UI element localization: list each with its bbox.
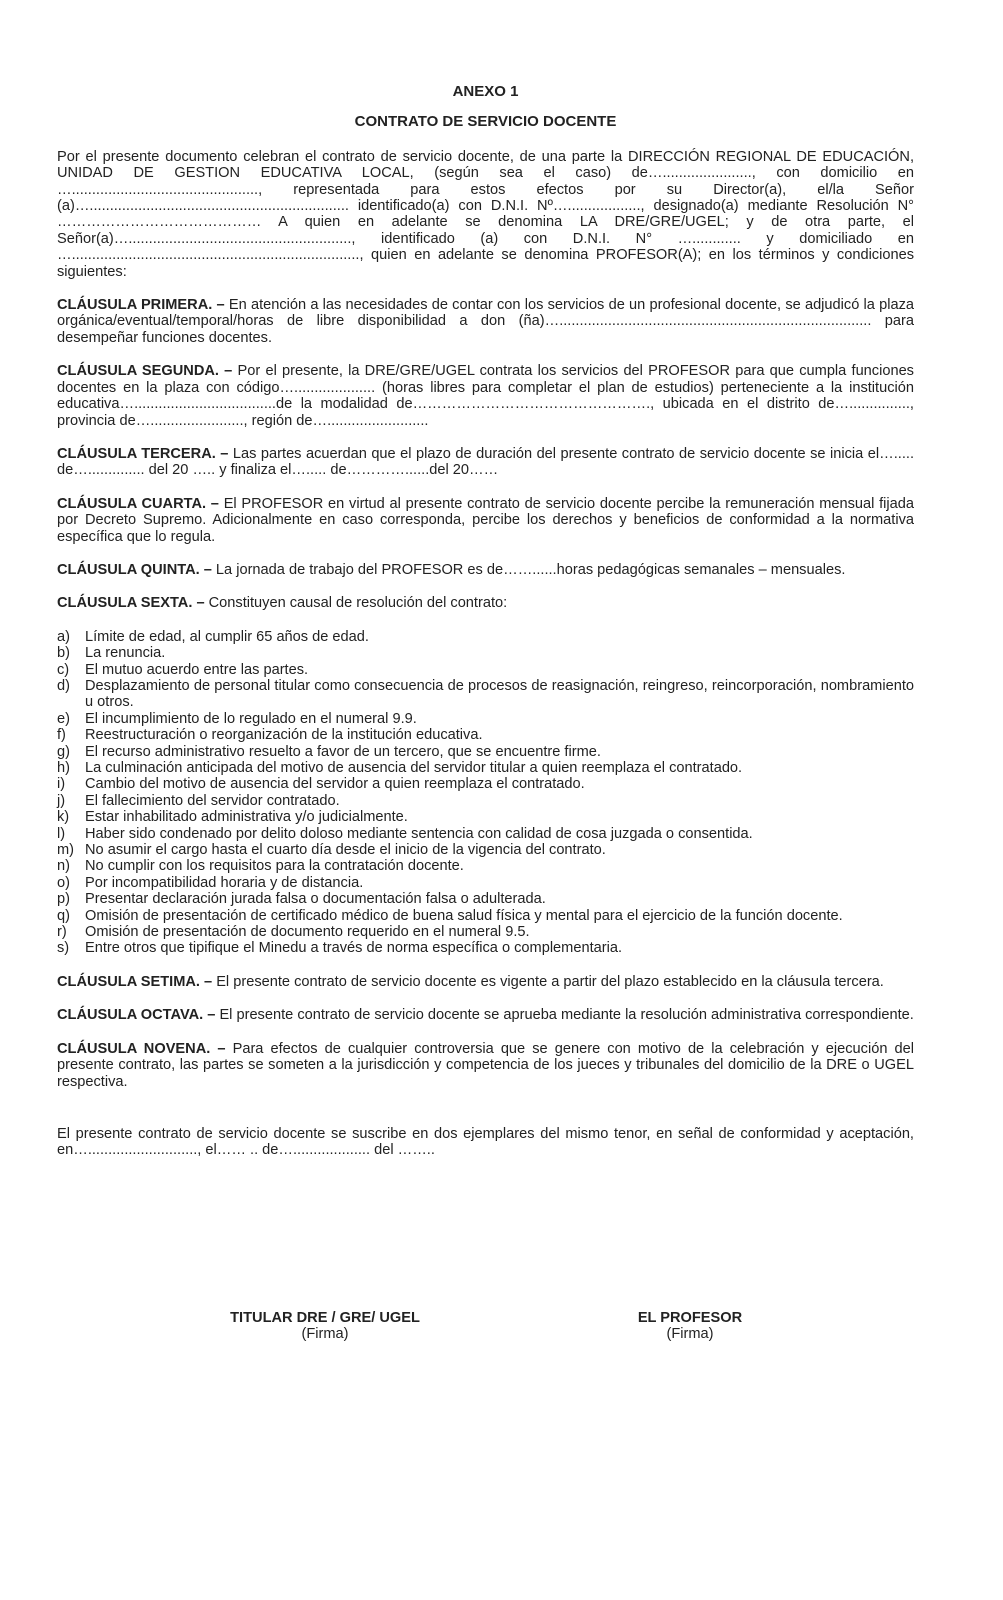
- list-item: s) Entre otros que tipifique el Minedu a través de norma específica o complementaria.: [57, 940, 623, 957]
- clause-setima: [57, 974, 914, 990]
- clause-text: Para efectos de cualquier controversia que se genere con motivo de la celebración y ejecución del presente contrato, las partes se someten a la jurisdicción y competencia de los jueces y tribunales del domicilio de la DRE o UGEL respectiva.: [57, 1040, 915, 1090]
- list-item: b) La renuncia.: [57, 645, 166, 662]
- clause-sexta: [57, 595, 914, 611]
- clause-text: La jornada de trabajo del PROFESOR es de……......horas pedagógicas semanales – mensuales.: [215, 561, 846, 578]
- list-item: i) Cambio del motivo de ausencia del servidor a quien reemplaza el contratado.: [57, 776, 585, 793]
- signature-sub: (Firma): [666, 1326, 714, 1343]
- list-item: j) El fallecimiento del servidor contratado.: [57, 792, 340, 809]
- clause-text: Por el presente, la DRE/GRE/UGEL contrata los servicios del PROFESOR para que cumpla funciones docentes en la plaza con código….................... (horas libres para completar el plan de estudios) perteneciente a la institución educativa…...................................de la modalidad de…………………………………………., ubicada en el distrito de…..............., provincia de…......................., región de….........................: [57, 363, 914, 429]
- clause-primera: [57, 297, 914, 346]
- list-item: n) No cumplir con los requisitos para la contratación docente.: [57, 858, 464, 875]
- causal-list: [57, 629, 914, 957]
- list-item: c) El mutuo acuerdo entre las partes.: [57, 661, 309, 678]
- signature-sub: (Firma): [301, 1326, 349, 1343]
- clause-novena: [57, 1041, 914, 1090]
- clause-text: El presente contrato de servicio docente es vigente a partir del plazo establecido en la cláusula tercera.: [216, 973, 884, 990]
- clause-label: CLÁUSULA CUARTA. –: [57, 495, 219, 512]
- clause-quinta: [57, 562, 914, 578]
- clause-text: Las partes acuerdan que el plazo de duración del presente contrato de servicio docente se inicia el…..... de….............. del 20 ….. y finaliza el…..... de…………......del 20……: [57, 445, 914, 479]
- list-item: p) Presentar declaración jurada falsa o documentación falsa o adulterada.: [57, 891, 546, 908]
- intro-paragraph: Por el presente documento celebran el contrato de servicio docente, de una parte la DIRECCIÓN REGIONAL DE EDUCACIÓN, UNIDAD DE GESTION EDUCATIVA LOCAL, (según sea el caso) de…......................, con domicilio en ….............................................., representada para estos efectos por su Director(a), el/la Señor (a)…................................................................ identificado(a) con D.N.I. Nº….................., designado(a) mediante Resolución N° …………………………………… A quien en adelante se denomina LA DRE/GRE/UGEL; y de otra parte, el Señor(a)…......................................................., identificado (a) con D.N.I. N° …............ y domiciliado en …......................................................................., quien en adelante se denomina PROFESOR(A); en los términos y condiciones siguientes:: [57, 148, 914, 280]
- clause-segunda: [57, 363, 914, 429]
- clause-tercera: [57, 446, 914, 479]
- list-item: h) La culminación anticipada del motivo de ausencia del servidor titular a quien reemplaza el contratado.: [57, 760, 743, 776]
- signature-title: TITULAR DRE / GRE/ UGEL: [230, 1310, 420, 1326]
- signature-titular: [200, 1310, 450, 1343]
- list-item: r) Omisión de presentación de documento requerido en el numeral 9.5.: [57, 924, 530, 941]
- clause-label: CLÁUSULA SETIMA. –: [57, 973, 213, 990]
- clause-text: El PROFESOR en virtud al presente contrato de servicio docente percibe la remuneración mensual fijada por Decreto Supremo. Adicionalmente en caso corresponda, percibe los derechos y beneficios de conformidad a la normativa específica que lo regula.: [57, 495, 915, 545]
- contract-title: CONTRATO DE SERVICIO DOCENTE: [354, 113, 617, 131]
- signature-title: EL PROFESOR: [637, 1310, 743, 1326]
- clause-label: CLÁUSULA NOVENA. –: [57, 1040, 226, 1057]
- list-item: o) Por incompatibilidad horaria y de distancia.: [57, 874, 364, 891]
- clause-label: CLÁUSULA OCTAVA. –: [57, 1007, 216, 1024]
- clause-label: CLÁUSULA SEXTA. –: [57, 595, 205, 612]
- closing-paragraph: El presente contrato de servicio docente se suscribe en dos ejemplares del mismo tenor, en señal de conformidad y aceptación, en…..........................., el…… .. de…................... del ……..: [57, 1125, 914, 1159]
- list-item: q) Omisión de presentación de certificado médico de buena salud física y mental para el ejercicio de la función docente.: [57, 907, 843, 924]
- list-item: l) Haber sido condenado por delito doloso mediante sentencia con calidad de cosa juzgada o consentida.: [57, 825, 753, 842]
- list-item: f) Reestructuración o reorganización de la institución educativa.: [57, 727, 483, 744]
- clause-octava: [57, 1007, 914, 1023]
- list-item: a) Límite de edad, al cumplir 65 años de edad.: [57, 628, 369, 645]
- signature-block: [0, 1310, 1003, 1350]
- list-item: g) El recurso administrativo resuelto a favor de un tercero, que se encuentre firme.: [57, 743, 601, 760]
- clause-label: CLÁUSULA TERCERA. –: [57, 445, 229, 462]
- clause-text: Constituyen causal de resolución del contrato:: [208, 595, 508, 612]
- signature-profesor: [590, 1310, 790, 1343]
- clause-text: El presente contrato de servicio docente se aprueba mediante la resolución administrativa correspondiente.: [219, 1007, 914, 1024]
- list-item: d) Desplazamiento de personal titular como consecuencia de procesos de reasignación, reingreso, reincorporación, nombramiento u otros.: [57, 677, 914, 711]
- list-item: m) No asumir el cargo hasta el cuarto día desde el inicio de la vigencia del contrato.: [57, 842, 606, 859]
- annex-heading: ANEXO 1: [452, 83, 519, 100]
- list-item: k) Estar inhabilitado administrativa y/o judicialmente.: [57, 809, 408, 826]
- clause-label: CLÁUSULA PRIMERA. –: [57, 297, 225, 314]
- clause-text: En atención a las necesidades de contar con los servicios de un profesional docente, se adjudicó la plaza orgánica/eventual/temporal/horas de libre disponibilidad a don (ña)…............................................................................. para desempeñar funciones docentes.: [57, 297, 915, 346]
- clause-label: CLÁUSULA SEGUNDA. –: [57, 363, 233, 380]
- contract-document: [57, 84, 914, 1159]
- clause-cuarta: [57, 496, 914, 545]
- list-item: e) El incumplimiento de lo regulado en el numeral 9.9.: [57, 710, 417, 727]
- clause-label: CLÁUSULA QUINTA. –: [57, 561, 212, 578]
